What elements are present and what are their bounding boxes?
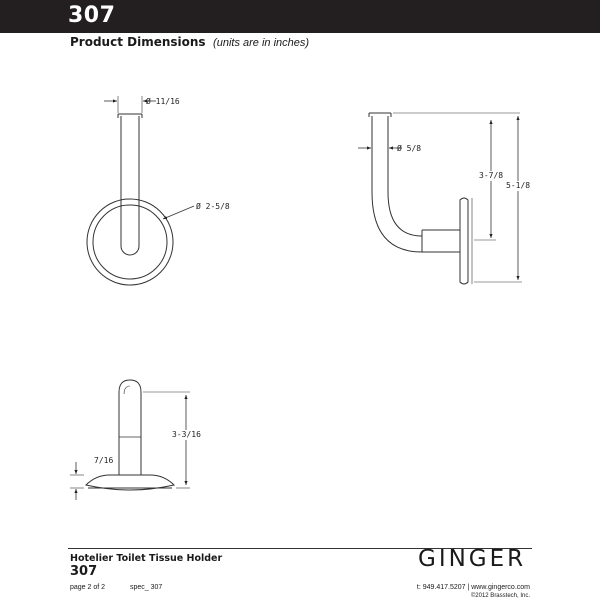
footer-product-name: Hotelier Toilet Tissue Holder — [70, 553, 223, 564]
arm-height-label: 3-7/8 — [479, 171, 504, 180]
page-indicator: page 2 of 2 — [70, 584, 106, 591]
bar-diameter-label: Ø 5/8 — [397, 144, 422, 153]
header-model-number: 307 — [68, 3, 116, 28]
contact-info: t: 949.417.5207 | www.gingerco.com — [416, 584, 530, 591]
post-diameter-label: Ø 11/16 — [146, 97, 180, 106]
front-view — [87, 96, 194, 285]
units-note: (units are in inches) — [213, 37, 310, 49]
upright-highlight — [124, 386, 130, 394]
spec-id: spec_ 307 — [130, 584, 163, 591]
side-view — [358, 113, 522, 284]
elbow-outer — [372, 192, 422, 252]
brand-logo: GINGER — [418, 546, 527, 572]
copyright: ©2012 Brasstech, Inc. — [470, 593, 530, 599]
overall-height-label: 5-1/8 — [506, 181, 531, 190]
flange-thickness-label: 7/16 — [94, 456, 114, 465]
flange-diameter-label: Ø 2-5/8 — [196, 202, 230, 211]
flange-profile — [460, 198, 468, 284]
flange-outer-circle — [87, 199, 173, 285]
flange-leader — [163, 206, 194, 219]
flange-inner-circle — [93, 205, 167, 279]
projection-label: 3-3/16 — [172, 430, 201, 439]
elbow-inner — [388, 192, 422, 236]
upright-outline — [119, 380, 141, 475]
footer-model-number: 307 — [70, 564, 98, 579]
post-bottom-arc — [121, 246, 139, 255]
section-title-text: Product Dimensions — [70, 35, 206, 49]
